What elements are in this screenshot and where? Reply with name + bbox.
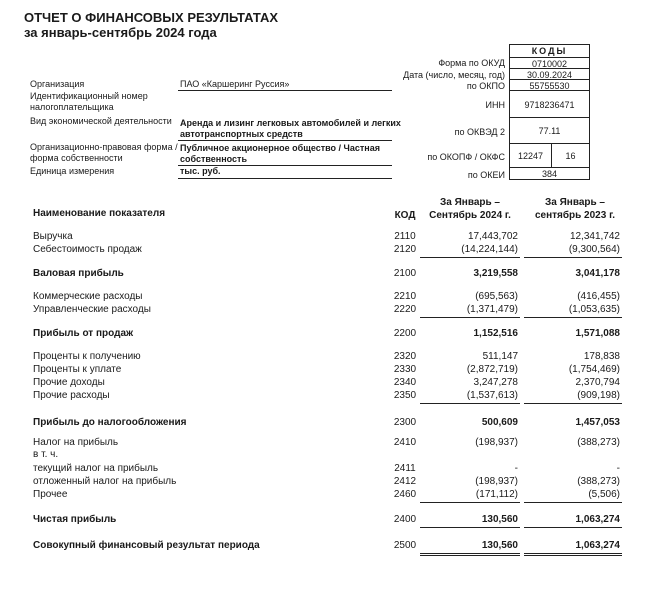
form-label-1: Организационно-правовая форма / [30, 142, 178, 152]
date-value: 30.09.2024 [509, 68, 590, 80]
row-name: Валовая прибыль [33, 268, 124, 279]
okei-value: 384 [509, 167, 590, 180]
row-underline [420, 502, 520, 503]
report-period: за январь-сентябрь 2024 года [24, 25, 217, 40]
row-name: Прочие расходы [33, 390, 110, 401]
row-name: Коммерческие расходы [33, 291, 143, 302]
row-underline [524, 527, 622, 528]
row-code: 2200 [393, 328, 417, 339]
row-name: Совокупный финансовый результат периода [33, 540, 260, 551]
activity-value-1: Аренда и лизинг легковых автомобилей и легких [180, 118, 401, 128]
okpo-value: 55755530 [509, 79, 590, 91]
row-code: 2400 [393, 514, 417, 525]
okei-label: по ОКЕИ [467, 170, 505, 180]
activity-value-2: автотранспортных средств [180, 129, 303, 139]
okpo-label: по ОКПО [466, 81, 505, 91]
row-value-2024: (14,224,144) [461, 244, 518, 255]
row-underline [420, 527, 520, 528]
row-name: Прибыль до налогообложения [33, 417, 187, 428]
row-underline [524, 553, 622, 556]
row-name: текущий налог на прибыль [33, 463, 159, 474]
row-underline [420, 317, 520, 318]
row-value-2023: 2,370,794 [575, 377, 620, 388]
row-underline [524, 502, 622, 503]
row-value-2024: 500,609 [481, 417, 518, 428]
row-name: Проценты к уплате [33, 364, 122, 375]
row-value-2023: (909,198) [577, 390, 620, 401]
okved-value: 77.11 [509, 117, 590, 144]
col-2024-header-1: За Январь – [439, 197, 500, 208]
okud-label: Форма по ОКУД [438, 58, 505, 68]
inn-label: ИНН [485, 100, 505, 110]
inn-value: 9718236471 [509, 90, 590, 118]
row-code: 2100 [393, 268, 417, 279]
row-underline [420, 257, 520, 258]
row-code: 2330 [393, 364, 417, 375]
row-code: 2500 [393, 540, 417, 551]
col-2023-header-2: сентябрь 2023 г. [534, 210, 616, 221]
okopf-value: 12247 [509, 143, 552, 168]
row-name: в т. ч. [33, 449, 59, 460]
row-code: 2350 [393, 390, 417, 401]
row-value-2023: 1,063,274 [575, 514, 620, 525]
col-2024-header-2: Сентябрь 2024 г. [429, 210, 511, 221]
row-value-2023: (388,273) [577, 476, 620, 487]
row-code: 2120 [393, 244, 417, 255]
row-code: 2460 [393, 489, 417, 500]
okud-value: 0710002 [509, 57, 590, 69]
row-value-2023: (388,273) [577, 437, 620, 448]
row-value-2024: 3,247,278 [473, 377, 518, 388]
row-value-2024: - [514, 463, 518, 474]
row-name: отложенный налог на прибыль [33, 476, 177, 487]
row-code: 2410 [393, 437, 417, 448]
row-value-2024: 511,147 [482, 351, 518, 362]
codes-header: КОДЫ [509, 44, 590, 58]
row-code: 2412 [393, 476, 417, 487]
row-underline [524, 403, 622, 404]
org-label: Организация [30, 79, 85, 89]
row-value-2024: (198,937) [475, 476, 518, 487]
okfs-value: 16 [551, 143, 590, 168]
row-value-2024: 1,152,516 [473, 328, 518, 339]
row-name: Выручка [33, 231, 73, 242]
row-name: Прибыль от продаж [33, 328, 134, 339]
report-title: ОТЧЕТ О ФИНАНСОВЫХ РЕЗУЛЬТАТАХ [24, 10, 279, 25]
okopf-label: по ОКОПФ / ОКФС [427, 152, 505, 162]
col-name-header: Наименование показателя [33, 208, 166, 219]
row-code: 2411 [394, 463, 416, 474]
col-2023-header-1: За Январь – [544, 197, 605, 208]
row-name: Прочее [33, 489, 68, 500]
org-value: ПАО «Каршеринг Руссия» [180, 79, 290, 89]
row-code: 2110 [394, 231, 416, 242]
row-value-2023: (1,053,635) [568, 304, 620, 315]
row-value-2023: 3,041,178 [575, 268, 620, 279]
row-value-2023: (5,506) [588, 489, 620, 500]
row-underline [420, 553, 520, 556]
row-value-2023: 178,838 [583, 351, 620, 362]
row-value-2024: (171,112) [475, 489, 518, 500]
row-code: 2320 [393, 351, 417, 362]
row-value-2024: (695,563) [475, 291, 518, 302]
row-value-2024: (1,537,613) [466, 390, 518, 401]
idn-label-1: Идентификационный номер [30, 91, 148, 101]
row-code: 2300 [393, 417, 417, 428]
row-value-2024: (1,371,479) [466, 304, 518, 315]
row-code: 2210 [393, 291, 417, 302]
row-name: Проценты к получению [33, 351, 141, 362]
form-value-1: Публичное акционерное общество / Частная [180, 143, 380, 153]
row-code: 2340 [393, 377, 417, 388]
row-code: 2220 [393, 304, 417, 315]
row-name: Налог на прибыль [33, 437, 119, 448]
row-underline [420, 403, 520, 404]
unit-value: тыс. руб. [180, 166, 221, 176]
row-name: Прочие доходы [33, 377, 105, 388]
row-value-2023: (416,455) [577, 291, 620, 302]
row-name: Себестоимость продаж [33, 244, 142, 255]
row-value-2023: 1,063,274 [575, 540, 620, 551]
date-label: Дата (число, месяц, год) [403, 70, 505, 80]
row-value-2023: - [616, 463, 620, 474]
row-value-2024: 17,443,702 [467, 231, 518, 242]
row-value-2024: 130,560 [481, 514, 518, 525]
row-name: Управленческие расходы [33, 304, 151, 315]
row-value-2023: 12,341,742 [569, 231, 620, 242]
row-name: Чистая прибыль [33, 514, 117, 525]
row-value-2023: (1,754,469) [568, 364, 620, 375]
form-value-2: собственность [180, 154, 247, 164]
row-value-2024: 130,560 [481, 540, 518, 551]
form-label-2: форма собственности [30, 153, 123, 163]
okved-label: по ОКВЭД 2 [454, 127, 505, 137]
row-value-2024: (198,937) [475, 437, 518, 448]
row-value-2023: 1,571,088 [575, 328, 620, 339]
unit-label: Единица измерения [30, 166, 115, 176]
idn-label-2: налогоплательщика [30, 102, 114, 112]
row-value-2024: 3,219,558 [473, 268, 518, 279]
activity-label: Вид экономической деятельности [30, 116, 172, 126]
row-value-2023: 1,457,053 [575, 417, 620, 428]
row-underline [524, 317, 622, 318]
col-code-header: КОД [394, 210, 416, 221]
row-underline [524, 257, 622, 258]
row-value-2023: (9,300,564) [568, 244, 620, 255]
row-value-2024: (2,872,719) [466, 364, 518, 375]
